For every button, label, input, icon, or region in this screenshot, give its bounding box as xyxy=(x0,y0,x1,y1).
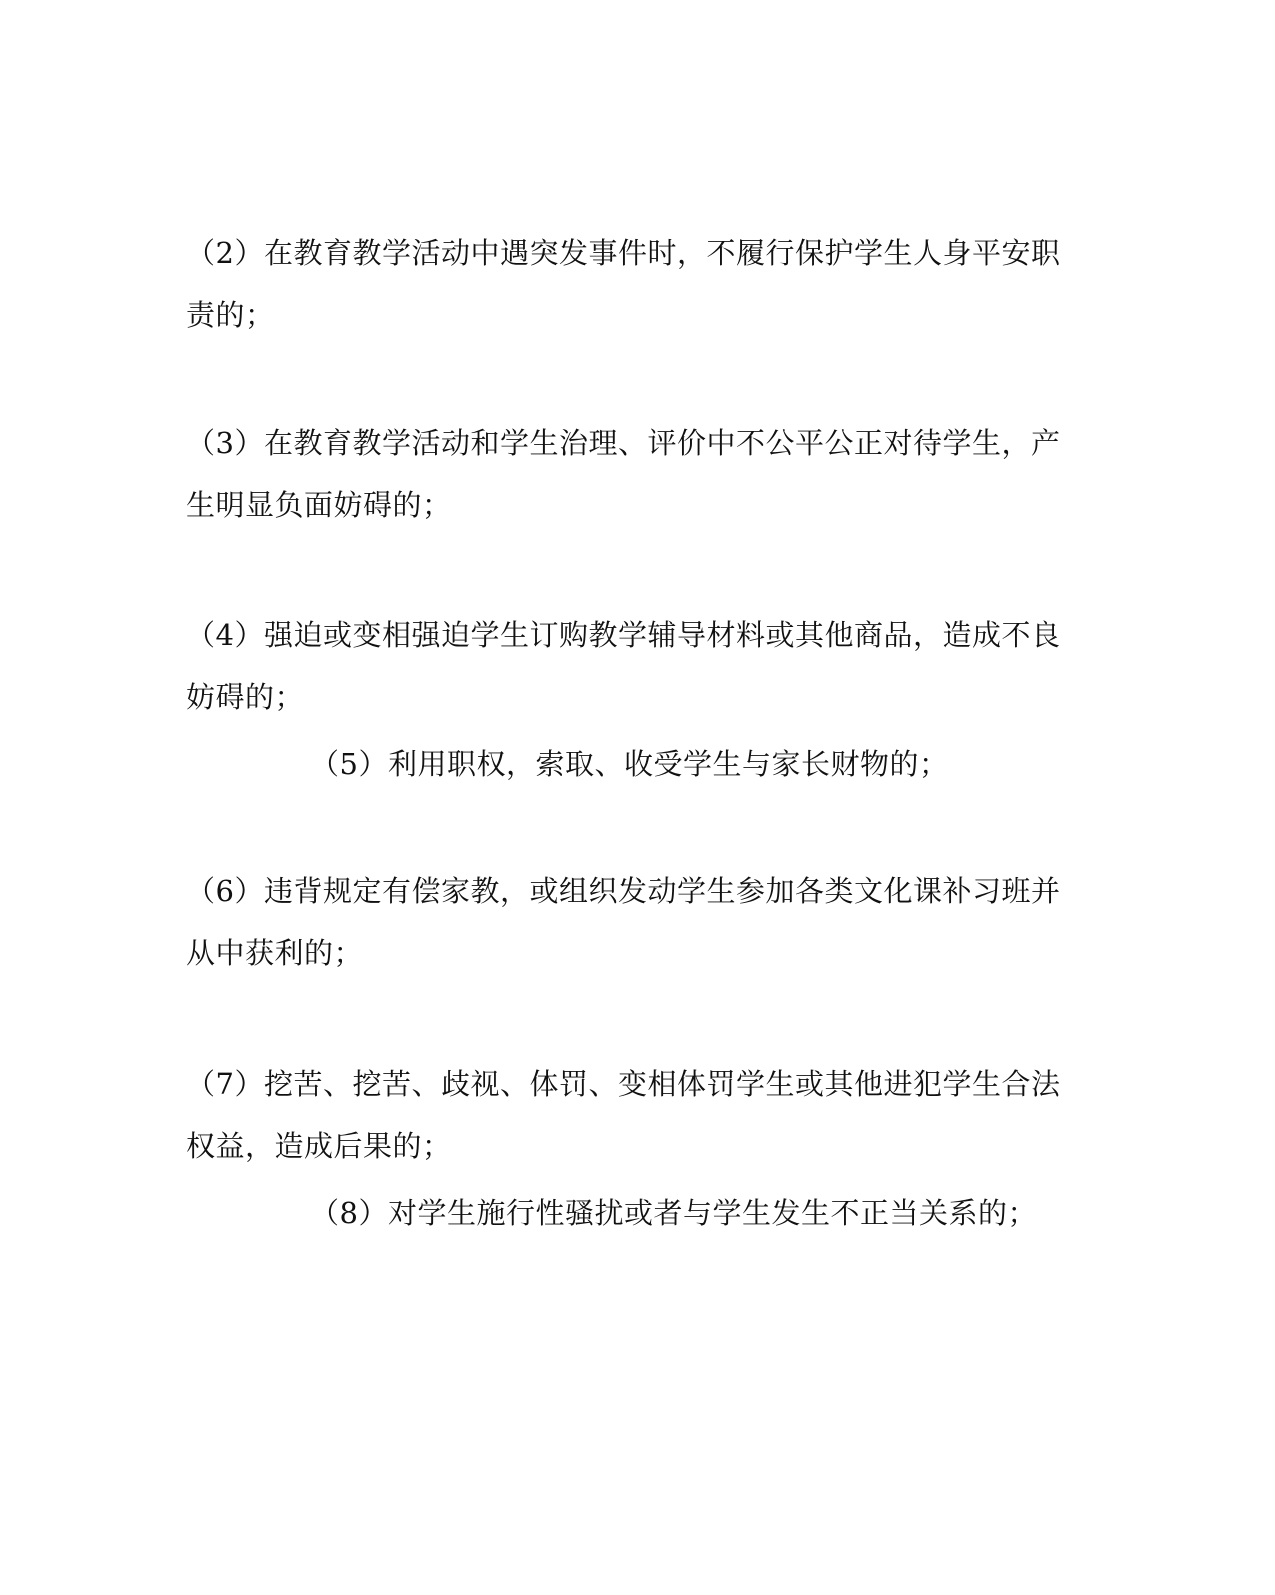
paragraph-item-6: （6）违背规定有偿家教，或组织发动学生参加各类文化课补习班并从中获利的； xyxy=(186,874,1061,970)
paragraph-item-7: （7）挖苦、挖苦、歧视、体罚、变相体罚学生或其他进犯学生合法权益，造成后果的； xyxy=(186,1067,1061,1163)
paragraph-item-8: （8）对学生施行性骚扰或者与学生发生不正当关系的； xyxy=(310,1196,1037,1230)
paragraph-item-2: （2）在教育教学活动中遇突发事件时，不履行保护学生人身平安职责的； xyxy=(186,236,1061,332)
paragraph-item-5: （5）利用职权，索取、收受学生与家长财物的； xyxy=(310,747,949,781)
paragraph-item-4: （4）强迫或变相强迫学生订购教学辅导材料或其他商品，造成不良妨碍的； xyxy=(186,618,1061,714)
paragraph-item-3: （3）在教育教学活动和学生治理、评价中不公平公正对待学生，产生明显负面妨碍的； xyxy=(186,426,1061,522)
